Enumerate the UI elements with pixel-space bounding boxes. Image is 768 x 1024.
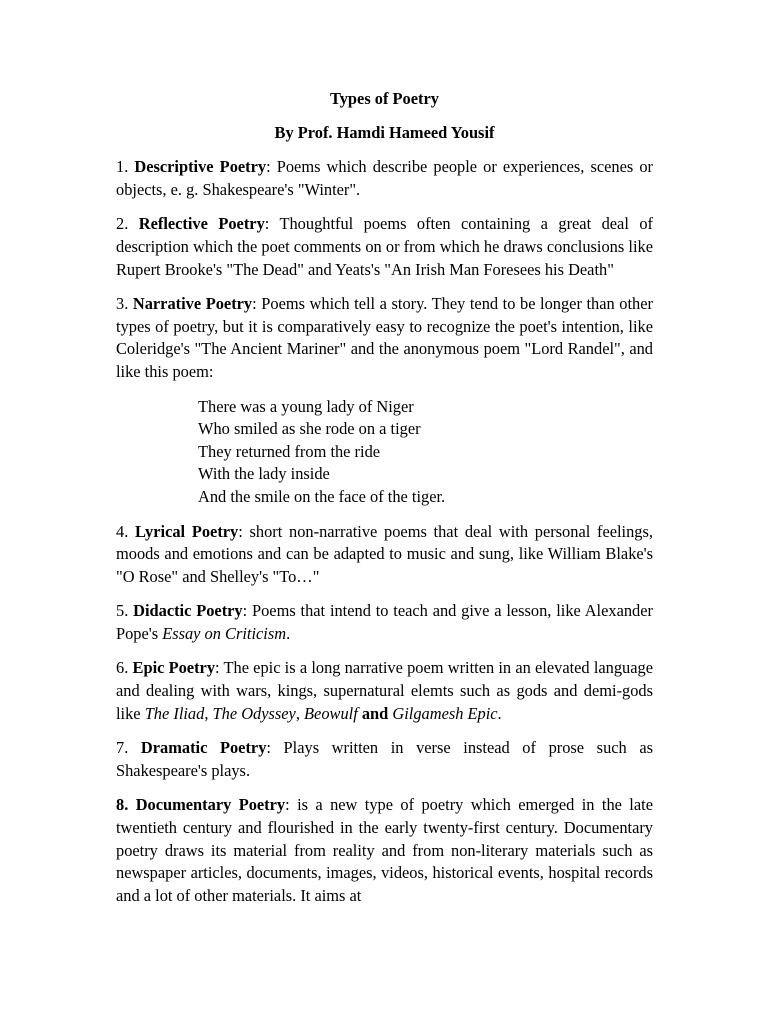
section-descriptive-poetry (116, 156, 653, 201)
section-number: 8. (116, 795, 129, 815)
section-end: . (497, 703, 502, 723)
section-number: 6. (116, 658, 129, 678)
section-number: 7. (116, 738, 129, 758)
work-title: The Iliad (144, 703, 205, 723)
limerick-poem (198, 396, 653, 509)
section-number: 1. (116, 157, 129, 177)
document-body (116, 88, 653, 919)
poem-line: There was a young lady of Niger (198, 396, 414, 416)
section-term: Descriptive Poetry (134, 157, 267, 177)
section-dramatic-poetry (116, 737, 653, 782)
separator: , (204, 703, 213, 723)
section-epic-poetry (116, 657, 653, 725)
work-title: The Odyssey (212, 703, 296, 723)
section-term: Narrative Poetry (132, 294, 253, 314)
page-title: Types of Poetry (330, 89, 439, 108)
section-didactic-poetry (116, 600, 653, 645)
section-text: : Poems that intend to teach and give a lesson, like Alexander Pope's (116, 601, 653, 643)
section-text: : The epic is a long narrative poem written in an elevated language and dealing with wars, kings, supernatural elemts such as gods and demi-gods like (116, 658, 653, 723)
section-lyrical-poetry (116, 521, 653, 589)
section-term: Epic Poetry (132, 658, 216, 678)
section-text: : Plays written in verse instead of prose such as Shakespeare's plays. (116, 738, 653, 780)
author-line: By Prof. Hamdi Hameed Yousif (274, 122, 495, 142)
section-term: Dramatic Poetry (140, 738, 267, 758)
section-term: Documentary Poetry (135, 795, 286, 815)
work-title: Gilgamesh Epic (392, 703, 498, 723)
section-text: : Thoughtful poems often containing a great deal of description which the poet comments on or from which he draws conclusions like Rupert Brooke's "The Dead" and Yeats's "An Irish Man Foresees his Death" (116, 214, 653, 279)
poem-line: With the lady inside (198, 464, 330, 484)
poem-line: And the smile on the face of the tiger. (198, 486, 446, 506)
work-title: Beowulf (304, 703, 358, 723)
section-number: 5. (116, 601, 129, 621)
section-term: Reflective Poetry (138, 214, 265, 234)
section-text: : Poems which describe people or experiences, scenes or objects, e. g. Shakespeare's "Winter". (116, 157, 653, 199)
section-end: . (286, 623, 291, 643)
section-documentary-poetry (116, 794, 653, 907)
section-number: 2. (116, 214, 129, 234)
section-term: Lyrical Poetry (135, 521, 239, 541)
section-number: 3. (116, 294, 129, 314)
section-narrative-poetry (116, 293, 653, 383)
poem-line: They returned from the ride (198, 441, 381, 461)
section-text: : Poems which tell a story. They tend to be longer than other types of poetry, but it is comparatively easy to recognize the poet's intention, like Coleridge's "The Ancient Mariner" and the anonymous poem "Lord Randel", and like this poem: (116, 294, 653, 381)
work-title: Essay on Criticism (162, 623, 287, 643)
section-reflective-poetry (116, 213, 653, 281)
separator: , (295, 703, 305, 723)
section-text: : is a new type of poetry which emerged in the late twentieth century and flourished in the early twenty-first century. Documentary poetry draws its material from reality and from non-literary materials such as newspaper articles, documents, images, videos, historical events, hospital records and a lot of other materials. It aims at (116, 795, 653, 905)
separator: and (357, 703, 393, 723)
section-text: : short non-narrative poems that deal with personal feelings, moods and emotions and can be adapted to music and sung, like William Blake's "O Rose" and Shelley's "To…" (116, 521, 653, 586)
section-number: 4. (116, 521, 129, 541)
section-term: Didactic Poetry (133, 601, 243, 621)
poem-line: Who smiled as she rode on a tiger (198, 419, 421, 439)
